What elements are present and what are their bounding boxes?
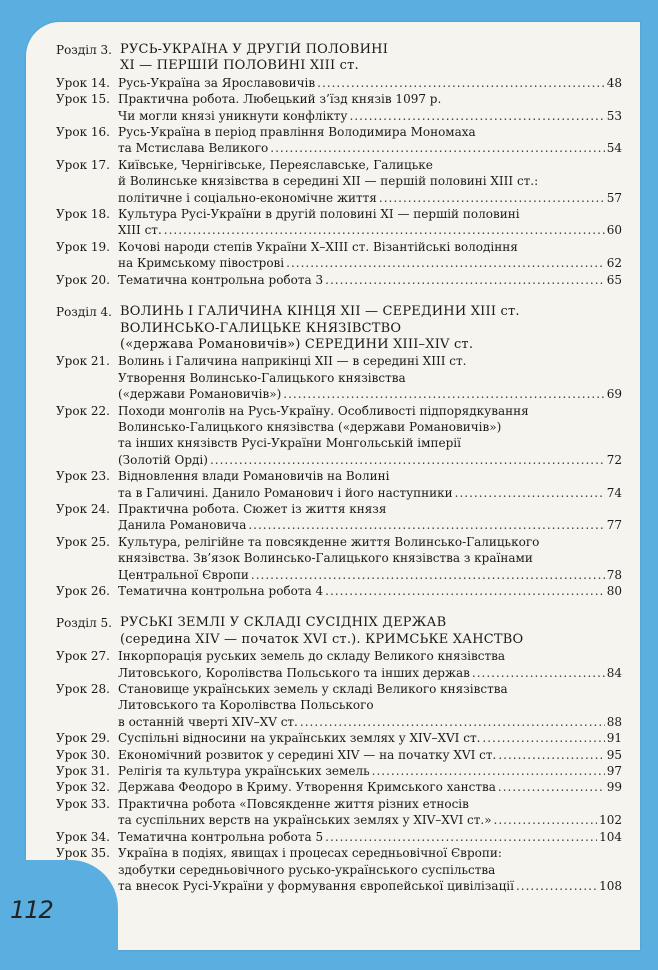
toc-entry[interactable] [56,353,622,402]
lesson-title-line: Суспільні відносини на українських землях у XIV–XVI ст. [118,731,481,746]
lesson-title [118,845,622,894]
lesson-title-line: та суспільних верств на українських землях у XIV–XVI ст.» [118,813,492,828]
lesson-title-line: Русь-Україна в період правління Володимира Мономаха [118,125,476,140]
dot-leader [498,747,604,763]
lesson-label: Урок 33. [56,796,110,811]
lesson-title-line: Центральної Європи [118,567,249,582]
section-title [120,304,622,353]
lesson-title-line: («держави Романовичів») [118,387,282,402]
lesson-label: Урок 31. [56,764,110,779]
lesson-title [118,91,622,124]
lesson-label: Урок 24. [56,501,110,516]
lesson-title-line: Культура Русі-України в другій половині XI — першій половині [118,207,520,222]
lesson-title [118,681,622,730]
toc-entry[interactable] [56,91,622,124]
page-ref: 80 [606,584,622,598]
section-label: Розділ 3. [56,43,112,57]
toc-section [56,42,622,288]
page-ref: 78 [606,567,622,582]
toc-entry[interactable] [56,468,622,501]
toc-entry[interactable] [56,206,622,239]
dot-leader [325,829,597,845]
lesson-title-last-line [118,714,622,730]
lesson-title [118,501,622,534]
lesson-title-line: політичне і соціально-економічне життя [118,190,377,205]
lesson-label: Урок 32. [56,780,110,795]
lesson-title-line: Україна в подіях, явищах і процесах середньовічної Європи: [118,846,502,861]
lesson-title-last-line [118,878,622,894]
dot-leader [317,75,605,91]
page-ref: 104 [599,829,622,844]
lesson-title-last-line [118,272,622,288]
dot-leader [516,878,597,894]
lesson-label: Урок 29. [56,731,110,746]
dot-leader [494,812,598,828]
lesson-title [118,583,622,599]
section-title-line: («держава Романовичів») СЕРЕДИНИ XIII–XIV ст. [120,336,474,352]
page-ref: 97 [606,764,622,779]
section-title-line: РУСЬКІ ЗЕМЛІ У СКЛАДІ СУСІДНІХ ДЕРЖАВ [120,615,447,631]
lesson-title [118,763,622,779]
dot-leader [372,763,605,779]
lesson-title-last-line [118,140,622,156]
dot-leader [270,140,604,156]
lesson-title [118,403,622,469]
dot-leader [379,190,605,206]
toc-entry[interactable] [56,829,622,845]
toc-entry[interactable] [56,796,622,829]
page-ref: 62 [606,256,622,271]
lesson-title-line: Кочові народи степів України X–XIII ст. Візантійські володіння [118,239,518,254]
toc-entry[interactable] [56,583,622,599]
page-ref: 88 [606,714,622,729]
lesson-title-last-line [118,485,622,501]
toc-entry[interactable] [56,124,622,157]
lesson-label: Урок 19. [56,239,110,254]
lesson-title-last-line [118,222,622,238]
lesson-title [118,829,622,845]
page-ref: 48 [606,75,622,90]
lesson-title-last-line [118,812,622,828]
dot-leader [210,452,605,468]
lesson-title-line: Становище українських земель у складі Великого князівства [118,682,508,697]
lesson-label: Урок 15. [56,92,110,107]
lesson-title-last-line [118,75,622,91]
section-label: Розділ 4. [56,305,112,320]
lesson-label: Урок 21. [56,354,110,369]
section-heading [56,42,622,75]
toc-entry[interactable] [56,648,622,681]
section-heading [56,304,622,353]
lesson-label: Урок 30. [56,747,110,762]
toc-entry[interactable] [56,681,622,730]
lesson-title-line: Економічний розвиток у середині XIV — на початку XVI ст. [118,747,497,762]
lesson-title-line: Держава Феодоро в Криму. Утворення Кримського ханства [118,780,496,795]
lesson-title [118,747,622,763]
page-ref: 99 [606,780,622,795]
lesson-title-line: Відновлення влади Романовичів на Волині [118,469,390,484]
lesson-title-line: Київське, Чернігівське, Переяславське, Галицьке [118,157,433,172]
lesson-title-line: (Золотій Орді) [118,452,208,467]
dot-leader [482,730,604,746]
dot-leader [498,779,605,795]
lesson-title-line: Волинсько-Галицького князівства («держави Романовичів») [118,419,502,434]
lesson-title-line: Тематична контрольна робота 4 [118,584,324,598]
page-ref: 54 [606,141,622,156]
toc-entry[interactable] [56,157,622,206]
toc-entry[interactable] [56,75,622,91]
lesson-label: Урок 27. [56,649,110,664]
lesson-label: Урок 20. [56,272,110,287]
section-label: Розділ 5. [56,616,112,631]
dot-leader [286,255,605,271]
lesson-title-line: Походи монголів на Русь-Україну. Особливості підпорядкування [118,403,529,418]
lesson-title [118,239,622,272]
toc-entry[interactable] [56,730,622,746]
lesson-title-line: й Волинське князівства в середині XII — першій половині XIII ст.: [118,174,539,189]
section-title [120,615,622,648]
lesson-title [118,157,622,206]
lesson-title-line: Інкорпорація руських земель до складу Великого князівства [118,649,506,664]
table-of-contents [56,42,622,910]
dot-leader [325,272,605,288]
toc-entry[interactable] [56,763,622,779]
lesson-title-line: Тематична контрольна робота 3 [118,272,324,287]
lesson-title-line: та внесок Русі-України у формування європейської цивілізації [118,878,514,893]
toc-entry[interactable] [56,845,622,894]
section-title-line: РУСЬ-УКРАЇНА У ДРУГІЙ ПОЛОВИНІ [120,42,389,57]
lesson-title-last-line [118,779,622,795]
page-ref: 72 [606,452,622,467]
lesson-title-last-line [118,583,622,599]
lesson-title-last-line [118,255,622,271]
lesson-title [118,534,622,583]
lesson-label: Урок 34. [56,829,110,844]
lesson-title-line: та інших князівств Русі-України Монгольській імперії [118,436,461,451]
lesson-title-line: Русь-Україна за Ярославовичів [118,75,316,90]
lesson-title-last-line [118,763,622,779]
page-ref: 74 [606,485,622,500]
lesson-title-last-line [118,730,622,746]
lesson-title-line: Данила Романовича [118,518,247,533]
toc-entry[interactable] [56,403,622,469]
page-number: 112 [10,896,53,924]
lesson-label: Урок 14. [56,75,110,90]
lesson-title-line: Волинь і Галичина наприкінці XII — в середині XIII ст. [118,354,467,369]
lesson-title-line: здобутки середньовічного русько-українського суспільства [118,862,496,877]
page-ref: 57 [606,190,622,205]
lesson-title-line: та в Галичині. Данило Романович і його наступники [118,485,453,500]
lesson-title-line: Практична робота. Любецький з’їзд князів 1097 р. [118,92,442,107]
lesson-title-line: Утворення Волинсько-Галицького князівства [118,370,406,385]
lesson-title-line: Релігія та культура українських земель [118,764,370,779]
toc-entry[interactable] [56,501,622,534]
lesson-title [118,124,622,157]
toc-entry[interactable] [56,272,622,288]
page-ref: 65 [606,272,622,287]
lesson-title-last-line [118,567,622,583]
lesson-label: Урок 22. [56,403,110,418]
dot-leader [283,386,604,402]
section-title-line: (середина XIV — початок XVI ст.). КРИМСЬКЕ ХАНСТВО [120,631,524,647]
dot-leader [325,583,605,599]
toc-entry[interactable] [56,534,622,583]
page-ref: 69 [606,387,622,402]
page-ref: 77 [606,518,622,533]
lesson-title-last-line [118,829,622,845]
lesson-title-line: XIII ст. [118,223,162,238]
lesson-title [118,468,622,501]
dot-leader [349,108,604,124]
toc-section [56,615,622,894]
lesson-title [118,796,622,829]
page-ref: 108 [599,878,622,893]
lesson-title [118,730,622,746]
section-title-line: ВОЛИНЬ І ГАЛИЧИНА КІНЦЯ XII — СЕРЕДИНИ XIII ст. [120,304,520,320]
lesson-title-line: Практична робота. Сюжет із життя князя [118,501,387,516]
dot-leader [455,485,605,501]
dot-leader [164,222,605,238]
dot-leader [472,665,605,681]
page-ref: 60 [606,223,622,238]
lesson-title-line: Культура, релігійне та повсякденне життя Волинсько-Галицького [118,534,540,549]
lesson-title-last-line [118,665,622,681]
section-title [120,42,622,75]
lesson-label: Урок 18. [56,207,110,222]
lesson-title [118,648,622,681]
lesson-title [118,75,622,91]
lesson-title-last-line [118,452,622,468]
lesson-label: Урок 23. [56,469,110,484]
lesson-label: Урок 25. [56,534,110,549]
lesson-title-line: Практична робота «Повсякденне життя різних етносів [118,796,469,811]
section-title-line: XI — ПЕРШІЙ ПОЛОВИНІ XIII ст. [120,58,359,74]
section-heading [56,615,622,648]
lesson-label: Урок 28. [56,682,110,697]
lesson-title-line: Тематична контрольна робота 5 [118,829,324,844]
lesson-title-last-line [118,747,622,763]
lesson-title-line: князівства. Зв’язок Волинсько-Галицького князівства з країнами [118,551,533,566]
lesson-title-line: Чи могли князі уникнути конфлікту [118,108,348,123]
lesson-title [118,272,622,288]
lesson-title-line: Литовського та Королівства Польського [118,698,374,713]
toc-section [56,304,622,599]
page-ref: 91 [606,731,622,746]
page-ref: 84 [606,665,622,680]
toc-entry[interactable] [56,779,622,795]
lesson-label: Урок 26. [56,584,110,598]
section-title-line: ВОЛИНСЬКО-ГАЛИЦЬКЕ КНЯЗІВСТВО [120,320,402,336]
lesson-title [118,779,622,795]
dot-leader [248,517,604,533]
toc-entry[interactable] [56,747,622,763]
lesson-label: Урок 17. [56,157,110,172]
lesson-title-last-line [118,517,622,533]
lesson-title-last-line [118,108,622,124]
lesson-title-last-line [118,190,622,206]
lesson-title [118,353,622,402]
lesson-title-line: та Мстислава Великого [118,141,269,156]
lesson-label: Урок 16. [56,125,110,140]
dot-leader [300,714,605,730]
page-ref: 53 [606,108,622,123]
lesson-title-line: в останній чверті XIV–XV ст. [118,714,298,729]
lesson-label: Урок 35. [56,846,110,861]
lesson-title-last-line [118,386,622,402]
lesson-title-line: на Кримському півострові [118,256,285,271]
page-ref: 102 [599,813,622,828]
toc-entry[interactable] [56,239,622,272]
lesson-title-line: Литовського, Королівства Польського та інших держав [118,665,470,680]
lesson-title [118,206,622,239]
dot-leader [251,567,605,583]
page-ref: 95 [606,747,622,762]
